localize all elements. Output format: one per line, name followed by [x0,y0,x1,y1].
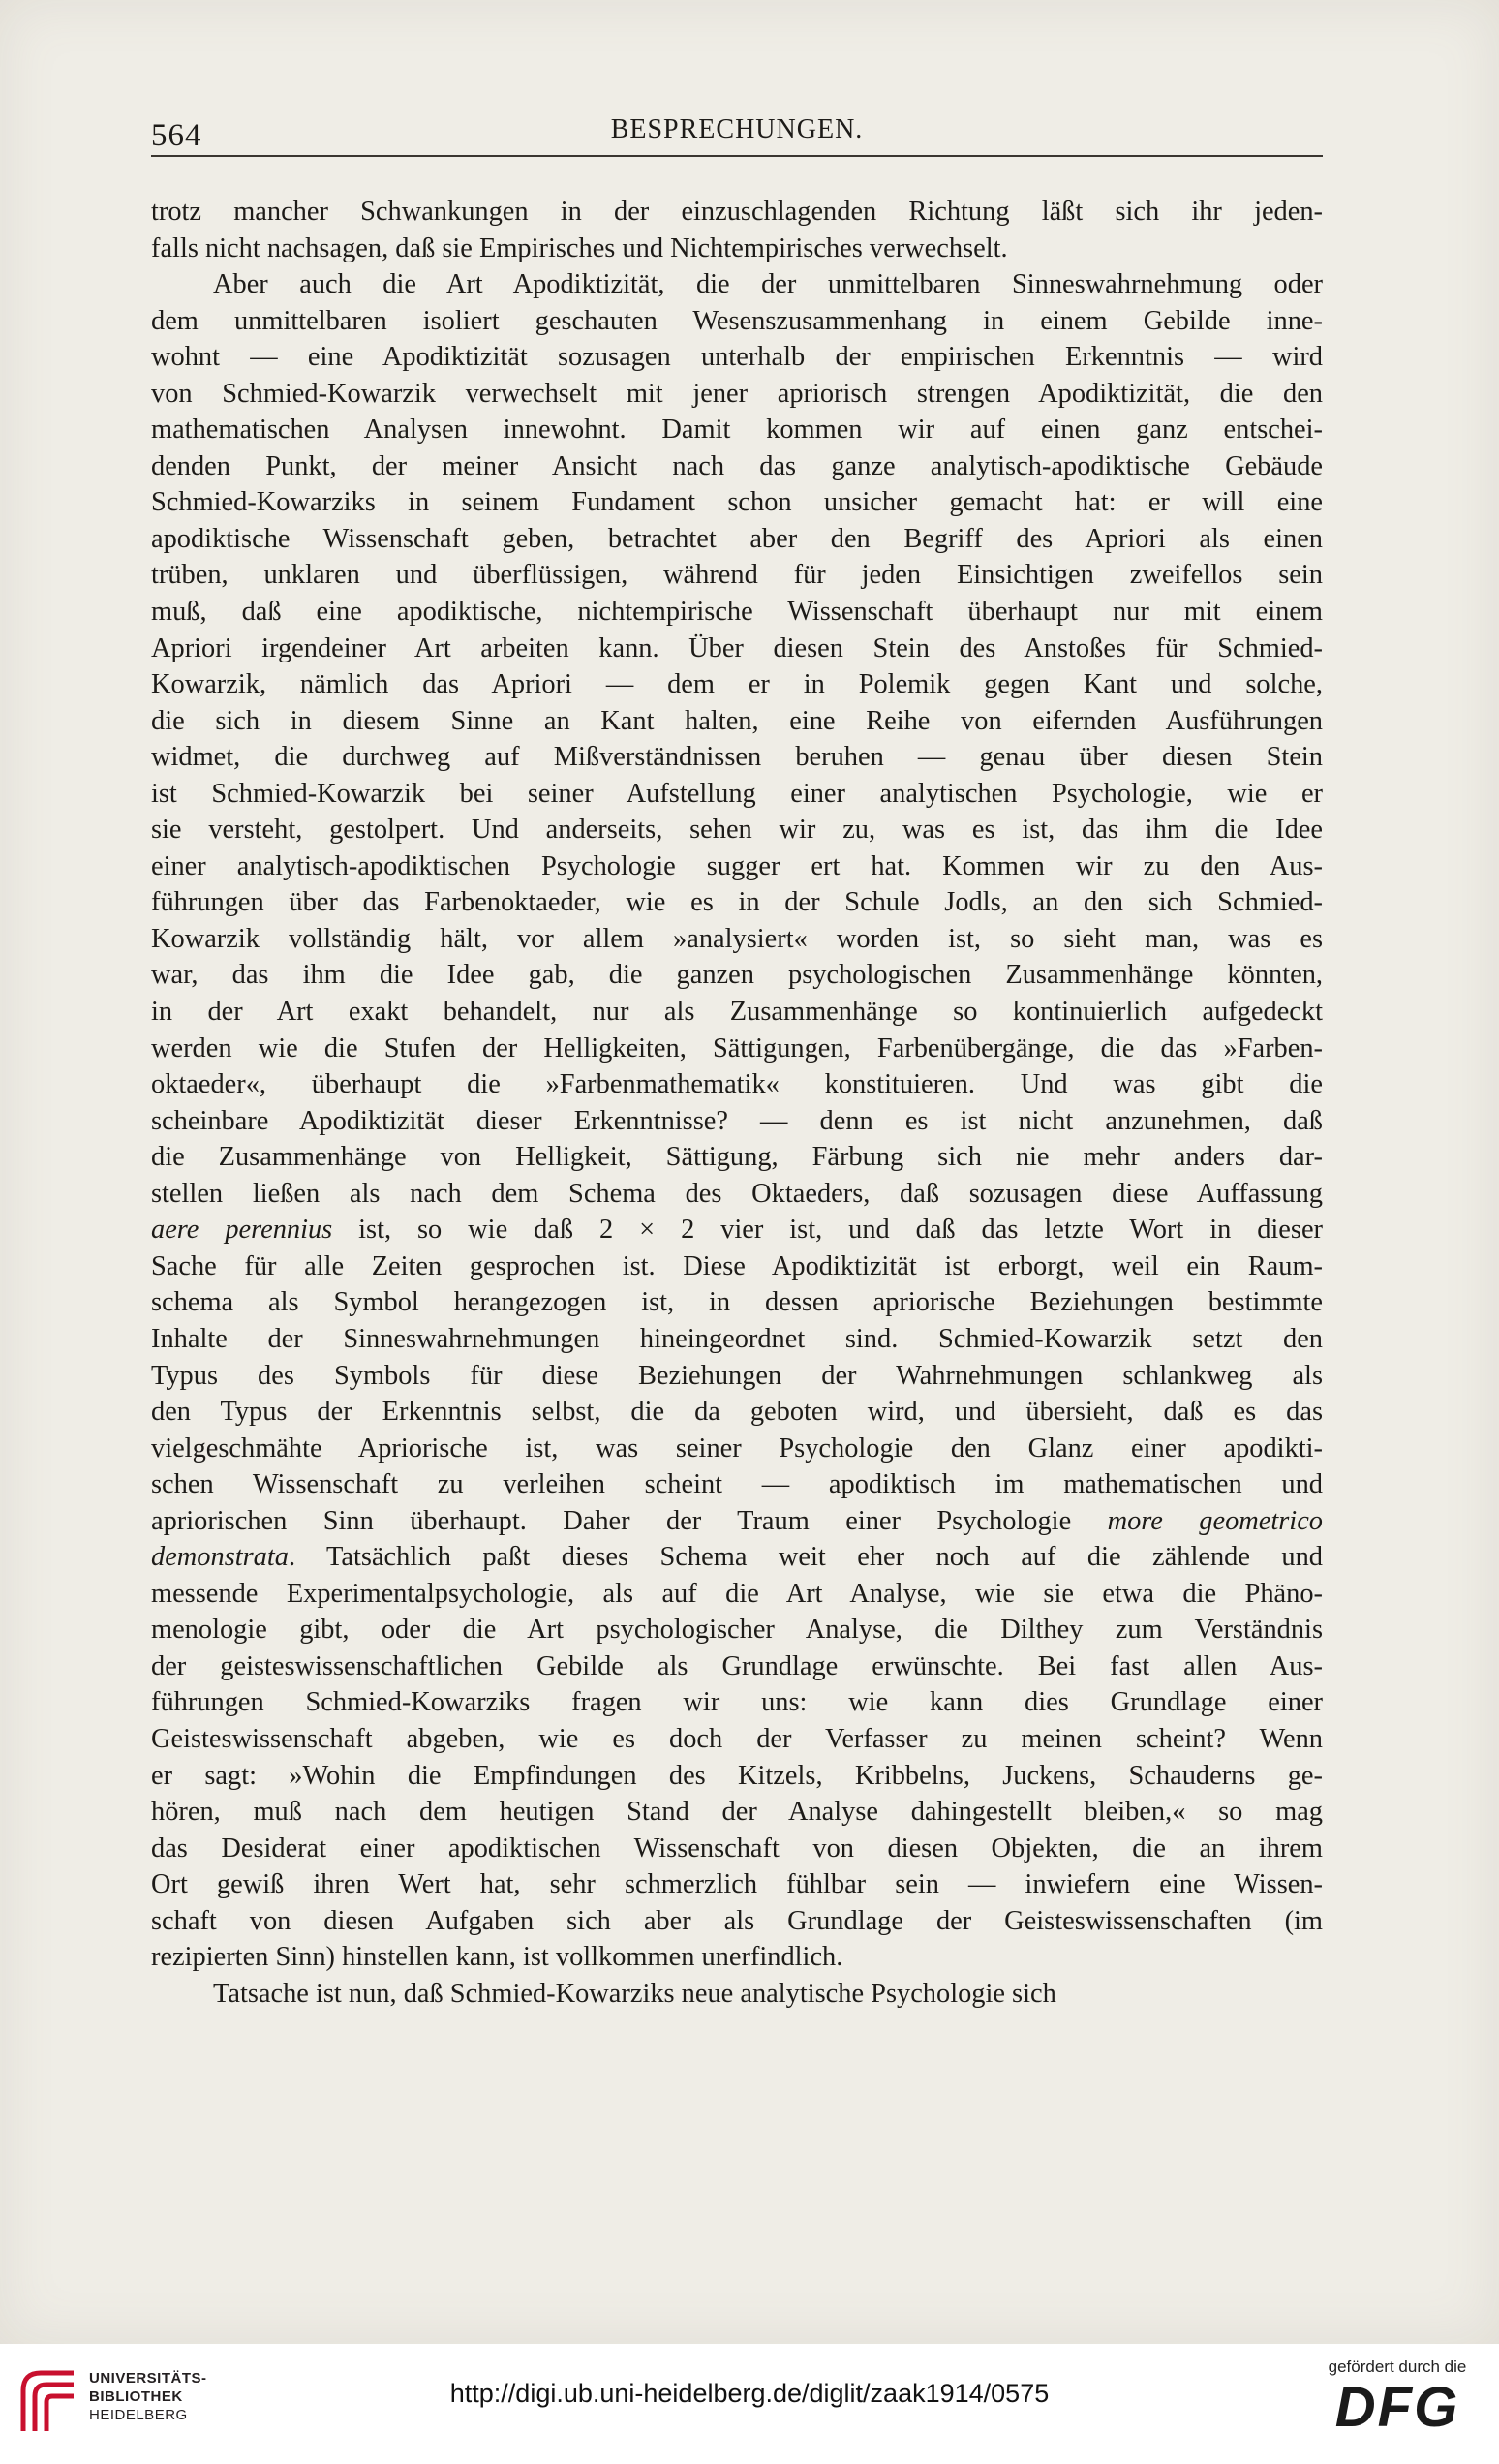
text-line: der geisteswissenschaftlichen Gebilde als Grundlage erwünschte. Bei fast allen Aus- [151,1650,1323,1681]
text-line: vielgeschmähte Apriorische ist, was seiner Psychologie den Glanz einer apodikti- [151,1432,1323,1463]
text-line: Typus des Symbols für diese Beziehungen der Wahrnehmungen schlankweg als [151,1360,1323,1391]
funded-by-label: gefördert durch die [1328,2357,1467,2376]
text-line: Kowarzik, nämlich das Apriori — dem er in Polemik gegen Kant und solche, [151,669,1323,700]
text-line: führungen Schmied-Kowarziks fragen wir uns: wie kann dies Grundlage einer [151,1687,1323,1718]
library-line-3: HEIDELBERG [89,2407,188,2423]
text-line: dem unmittelbaren isoliert geschauten Wesenszusammenhang in einem Gebilde inne- [151,305,1323,336]
text-line: werden wie die Stufen der Helligkeiten, Sättigungen, Farbenübergänge, die das »Farben- [151,1032,1323,1063]
text-line: schen Wissenschaft zu verleihen scheint — apodiktisch im mathematischen und [151,1469,1323,1500]
running-head [151,108,1323,151]
text-line: falls nicht nachsagen, daß sie Empirisches und Nichtempirisches verwechselt. [151,232,1008,263]
text-line: oktaeder«, überhaupt die »Farbenmathematik« konstituieren. Und was gibt die [151,1069,1323,1100]
text-line: wohnt — eine Apodiktizität sozusagen unterhalb der empirischen Erkenntnis — wird [151,342,1323,373]
latin-phrase: demonstrata [151,1542,289,1573]
text-line: einer analytisch-apodiktischen Psychologie sugger ert hat. Kommen wir zu den Aus- [151,850,1323,881]
text-line: das Desiderat einer apodiktischen Wissenschaft von diesen Objekten, die an ihrem [151,1833,1323,1863]
text-line: rezipierten Sinn) hinstellen kann, ist vollkommen unerfindlich. [151,1942,843,1973]
text-line: Sache für alle Zeiten gesprochen ist. Diese Apodiktizität ist erborgt, weil ein Raum- [151,1250,1323,1281]
text-line: Ort gewiß ihren Wert hat, sehr schmerzlich fühlbar sein — inwiefern eine Wissen- [151,1869,1323,1900]
text-line: messende Experimentalpsychologie, als auf die Art Analyse, wie sie etwa die Phäno- [151,1578,1323,1609]
text-line: widmet, die durchweg auf Mißverständnissen beruhen — genau über diesen Stein [151,742,1323,773]
source-url-link[interactable]: http://digi.ub.uni-heidelberg.de/diglit/zaak1914/0575 [449,2379,1050,2408]
text-line: schaft von diesen Aufgaben sich aber als Grundlage der Geisteswissenschaften (im [151,1905,1323,1936]
funder-block [1315,2357,1480,2439]
header-rule [151,155,1323,157]
text-line: von Schmied-Kowarzik verwechselt mit jener apriorisch strengen Apodiktizität, die den [151,378,1323,409]
text-line: muß, daß eine apodiktische, nichtempirische Wissenschaft überhaupt nur mit einem [151,597,1323,628]
text-line: schema als Symbol herangezogen ist, in dessen apriorische Beziehungen bestimmte [151,1287,1323,1318]
text-line: trotz mancher Schwankungen in der einzuschlagenden Richtung läßt sich ihr jeden- [151,197,1323,227]
text-line: scheinbare Apodiktizität dieser Erkenntnisse? — denn es ist nicht anzunehmen, daß [151,1105,1323,1136]
text-line: sie versteht, gestolpert. Und anderseits, sehen wir zu, was es ist, das ihm die Idee [151,815,1323,846]
text-line: Geisteswissenschaft abgeben, wie es doch der Verfasser zu meinen scheint? Wenn [151,1723,1323,1754]
text-line: er sagt: »Wohin die Empfindungen des Kitzels, Kribbelns, Juckens, Schauderns ge- [151,1760,1323,1791]
text-line: aere perennius ist, so wie daß 2 × 2 vier ist, und daß das letzte Wort in dieser [151,1215,1323,1246]
text-line: apriorischen Sinn überhaupt. Daher der Traum einer Psychologie more geometrico [151,1505,1323,1536]
text-line: trüben, unklaren und überflüssigen, während für jeden Einsichtigen zweifellos sein [151,560,1323,591]
text-line: stellen ließen als nach dem Schema des Oktaeders, daß sozusagen diese Auffassung [151,1178,1323,1209]
text-line: denden Punkt, der meiner Ansicht nach das ganze analytisch-apodiktische Gebäude [151,450,1323,481]
text-line: demonstrata. Tatsächlich paßt dieses Schema weit eher noch auf die zählende und [151,1542,1323,1573]
text-line: mathematischen Analysen innewohnt. Damit kommen wir auf einen ganz entschei- [151,415,1323,446]
text-line: apodiktische Wissenschaft geben, betrachtet aber den Begriff des Apriori als einen [151,523,1323,554]
text-line: in der Art exakt behandelt, nur als Zusammenhänge so kontinuierlich aufgedeckt [151,997,1323,1028]
library-line-1: UNIVERSITÄTS- [89,2370,207,2387]
text-line: Inhalte der Sinneswahrnehmungen hineingeordnet sind. Schmied-Kowarzik setzt den [151,1323,1323,1354]
dfg-logo: DFG [1334,2376,1460,2439]
text-line: Apriori irgendeiner Art arbeiten kann. Über diesen Stein des Anstoßes für Schmied- [151,632,1323,663]
header-title: BESPRECHUNGEN. [610,114,864,144]
text-line: die sich in diesem Sinne an Kant halten, eine Reihe von eifernden Ausführungen [151,705,1323,736]
library-line-2: BIBLIOTHEK [89,2388,183,2405]
latin-phrase: aere perennius [151,1215,333,1246]
latin-phrase: more geometrico [1107,1505,1323,1536]
text-line: war, das ihm die Idee gab, die ganzen psychologischen Zusammenhänge könnten, [151,960,1323,991]
text-line: die Zusammenhänge von Helligkeit, Sättigung, Färbung sich nie mehr anders dar- [151,1142,1323,1173]
text-line: Kowarzik vollständig hält, vor allem »analysiert« worden ist, so sieht man, was es [151,923,1323,954]
text-line: ist Schmied-Kowarzik bei seiner Aufstellung einer analytischen Psychologie, wie er [151,778,1323,809]
text-line: Tatsache ist nun, daß Schmied-Kowarziks neue analytische Psychologie sich [213,1978,1056,2009]
page-number: 564 [151,118,202,153]
text-line: hören, muß nach dem heutigen Stand der Analyse dahingestellt bleiben,« so mag [151,1797,1323,1828]
text-line: den Typus der Erkenntnis selbst, die da geboten wird, und übersieht, daß es das [151,1397,1323,1428]
text-line: führungen über das Farbenoktaeder, wie es in der Schule Jodls, an den sich Schmied- [151,887,1323,918]
text-line: menologie gibt, oder die Art psychologischer Analyse, die Dilthey zum Verständnis [151,1615,1323,1646]
body-text [151,194,1323,2012]
text-line: Aber auch die Art Apodiktizität, die der unmittelbaren Sinneswahrnehmung oder [213,269,1323,300]
text-line: Schmied-Kowarziks in seinem Fundament schon unsicher gemacht hat: er will eine [151,487,1323,518]
